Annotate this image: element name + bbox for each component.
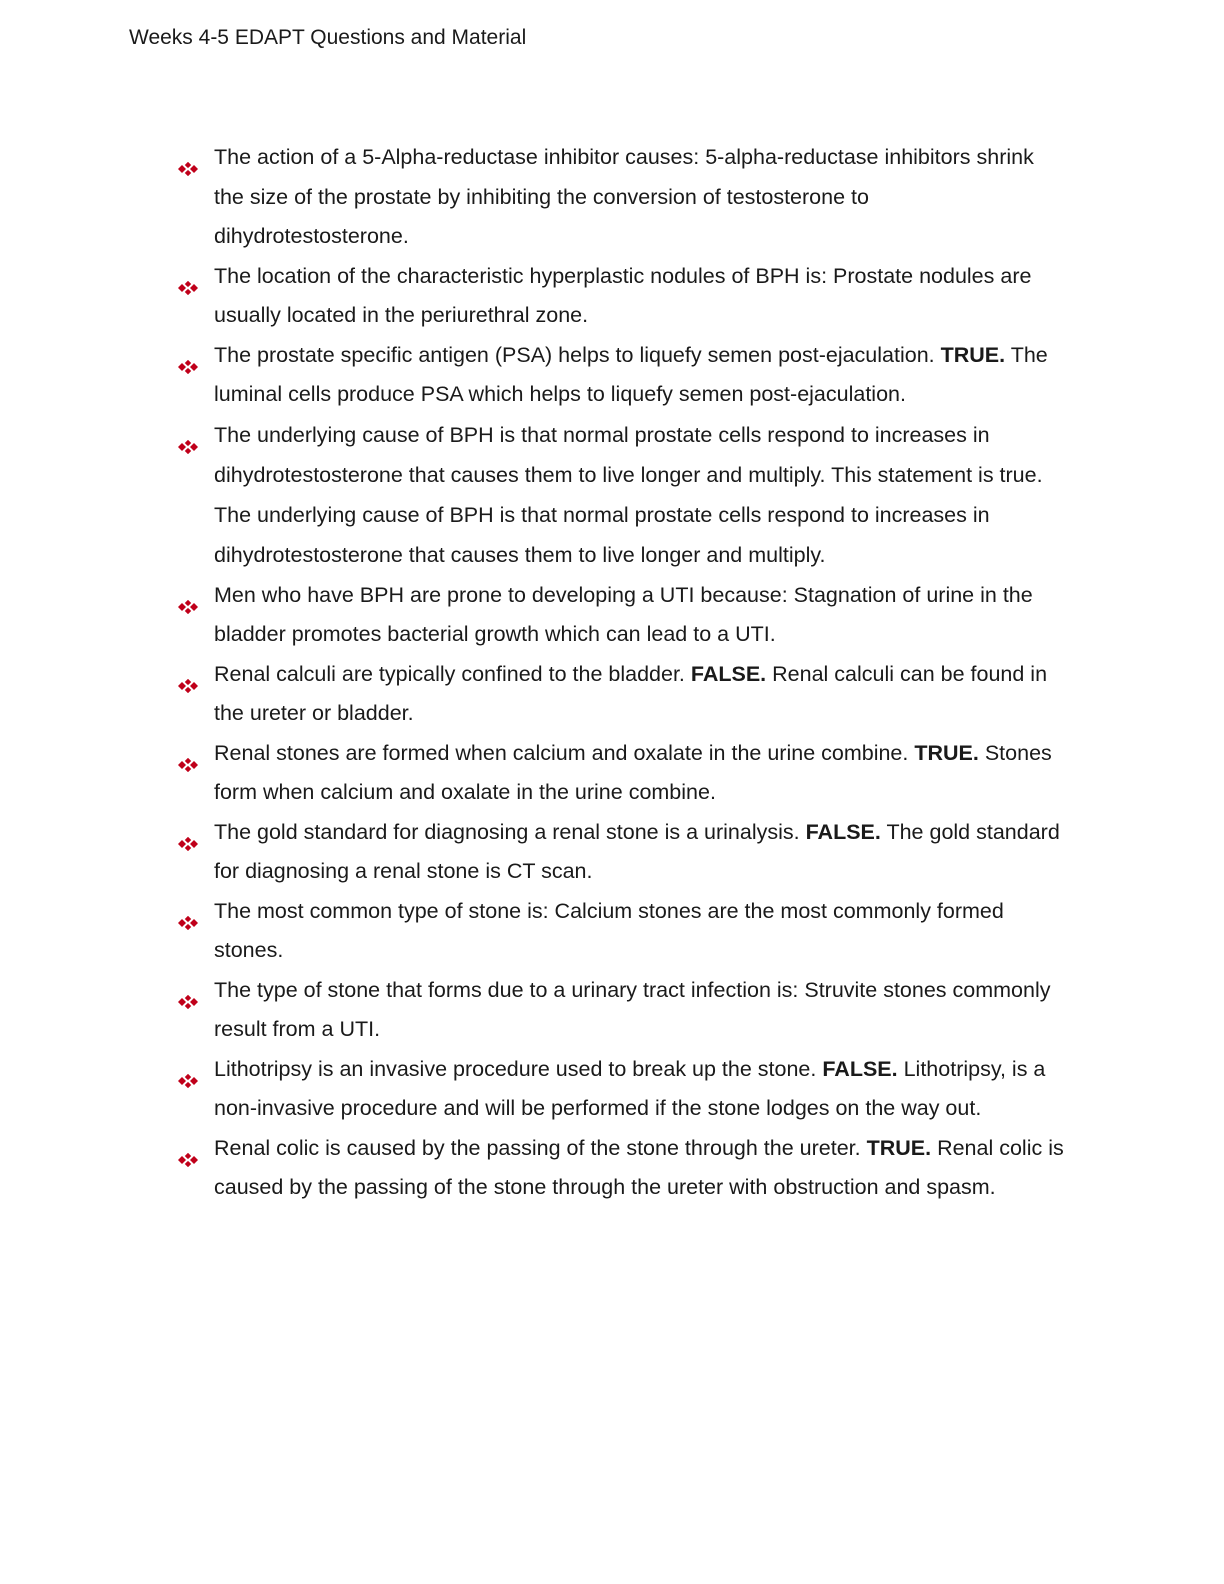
diamond-cluster-icon [176,588,200,602]
list-item-text: The action of a 5-Alpha-reductase inhibitor causes: 5-alpha-reductase inhibitors shrink the size of the prostate by inhibiting the conversion of testosterone to dihydrotestosterone. [214,145,1034,248]
diamond-cluster-icon [176,983,200,997]
list-item [176,1129,1066,1208]
list-item-text: Lithotripsy is an invasive procedure used to break up the stone. FALSE. Lithotripsy, is a non-invasive procedure and will be performed if the stone lodges on the way out. [214,1056,1046,1121]
qa-bullet-list [176,138,1066,1208]
list-item-text: The type of stone that forms due to a urinary tract infection is: Struvite stones commonly result from a UTI. [214,977,1051,1042]
list-item [176,257,1066,336]
list-item [176,415,1066,576]
list-item [176,813,1066,892]
list-item [176,655,1066,734]
list-item [176,892,1066,971]
list-item-text: The most common type of stone is: Calcium stones are the most commonly formed stones. [214,898,1004,963]
list-item [176,336,1066,415]
list-item-text: Renal stones are formed when calcium and oxalate in the urine combine. TRUE. Stones form when calcium and oxalate in the urine combine. [214,740,1052,805]
answer-false-label: FALSE. [805,819,881,844]
diamond-cluster-icon [176,1141,200,1155]
page-header-title: Weeks 4-5 EDAPT Questions and Material [129,26,527,49]
diamond-cluster-icon [176,746,200,760]
list-item-text: The prostate specific antigen (PSA) helps to liquefy semen post-ejaculation. TRUE. The luminal cells produce PSA which helps to liquefy semen post-ejaculation. [214,342,1048,406]
diamond-cluster-icon [176,1062,200,1076]
diamond-cluster-icon [176,348,200,362]
list-item [176,138,1066,257]
list-item [176,971,1066,1050]
diamond-cluster-icon [176,269,200,283]
list-item [176,1050,1066,1129]
answer-false-label: FALSE. [690,661,767,686]
list-item-text: Renal calculi are typically confined to the bladder. FALSE. Renal calculi can be found in the ureter or bladder. [214,661,1048,726]
list-item [176,734,1066,813]
list-item-text: The location of the characteristic hyperplastic nodules of BPH is: Prostate nodules are usually located in the periurethral zone. [214,263,1032,327]
list-item [176,576,1066,655]
list-item-text: The gold standard for diagnosing a renal stone is a urinalysis. FALSE. The gold standard for diagnosing a renal stone is CT scan. [214,819,1060,884]
answer-true-label: TRUE. [866,1135,932,1160]
list-item-text: Men who have BPH are prone to developing a UTI because: Stagnation of urine in the bladder promotes bacterial growth which can lead to a UTI. [214,582,1033,647]
list-item-text: Renal colic is caused by the passing of the stone through the ureter. TRUE. Renal colic is caused by the passing of the stone through the ureter with obstruction and spasm. [214,1135,1064,1200]
diamond-cluster-icon [176,667,200,681]
answer-false-label: FALSE. [822,1056,898,1081]
answer-true-label: TRUE. [940,342,1006,367]
diamond-cluster-icon [176,150,200,164]
answer-true-label: TRUE. [914,740,979,765]
diamond-cluster-icon [176,825,200,839]
diamond-cluster-icon [176,904,200,918]
list-item-text: The underlying cause of BPH is that normal prostate cells respond to increases in dihydrotestosterone that causes them to live longer and multiply. This statement is true. The underlying cause of BPH is that normal prostate cells respond to increases in dihydrotestosterone that causes them to live longer and multiply. [214,422,1043,568]
diamond-cluster-icon [176,427,200,441]
